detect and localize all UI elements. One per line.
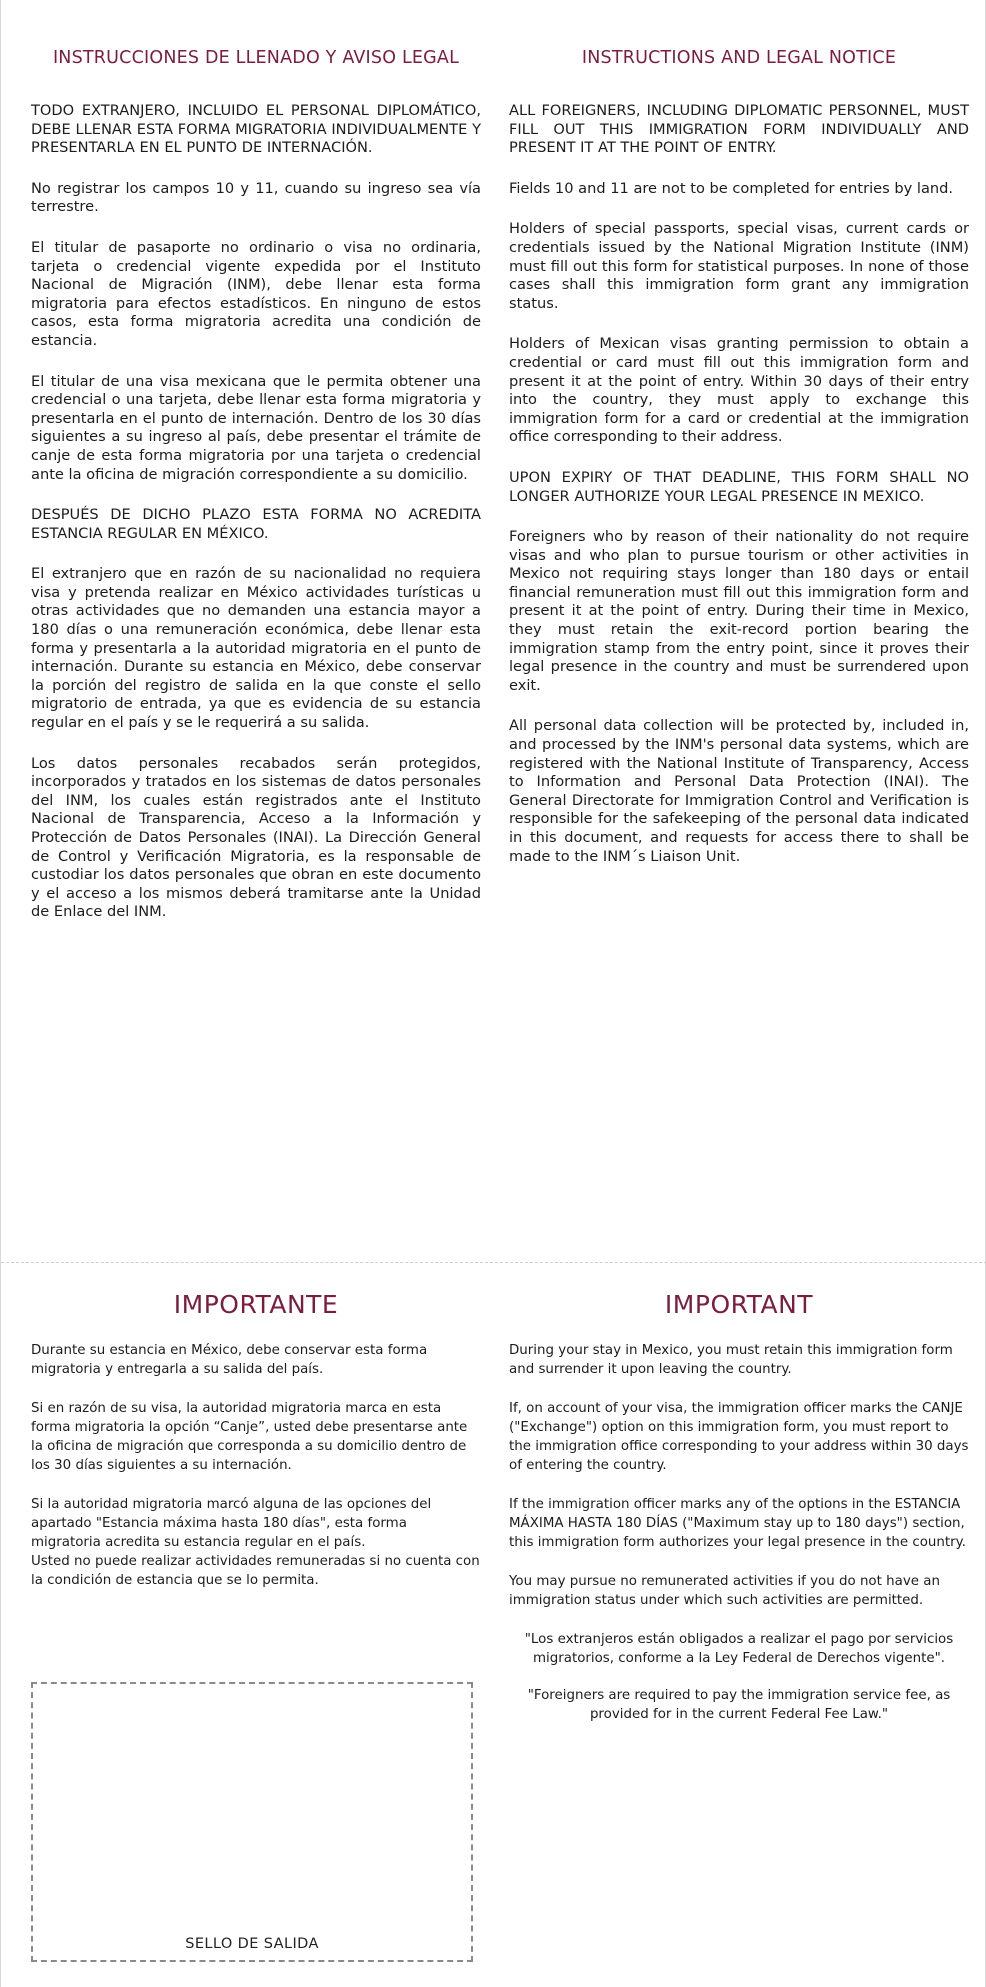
instructions-en-paragraph: Holders of special passports, special visas, current cards or credentials issued by the National Migration Institute (INM) must fill out this form for statistical purposes. In none of those cases shall this immigration form grant any immigration status. bbox=[509, 220, 969, 312]
instructions-es-paragraph: El titular de pasaporte no ordinario o visa no ordinaria, tarjeta o credencial vigente expedida por el Instituto Nacional de Migración (INM), debe llenar esta forma migratoria para efectos estadísticos. En ninguno de estos casos, esta forma migratoria acredita una condición de estancia. bbox=[31, 238, 481, 349]
instructions-es-paragraph: Los datos personales recabados serán protegidos, incorporados y tratados en los sistemas de datos personales del INM, los cuales están registrados ante el Instituto Nacional de Transparencia, Acceso a la Información y Protección de Datos Personales (INAI). La Dirección General de Control y Verificación Migratoria, es la responsable de custodiar los datos personales que obran en este documento y el acceso a los mismos deberá tramitarse ante la Unidad de Enlace del INM. bbox=[31, 754, 481, 921]
instructions-es-paragraph: El titular de una visa mexicana que le permita obtener una credencial o una tarjeta, debe llenar esta forma migratoria y presentarla en el punto de internación. Dentro de los 30 días siguientes a su ingreso al país, debe presentar el trámite de canje de esta forma migratoria por una tarjeta o credencial ante la oficina de migración correspondiente a su domicilio. bbox=[31, 372, 481, 483]
important-en-paragraph: If the immigration officer marks any of the options in the ESTANCIA MÁXIMA HASTA 180 DÍAS ("Maximum stay up to 180 days") section, this immigration form authorizes your legal presence in the country. bbox=[509, 1497, 966, 1550]
instructions-es-heading: INSTRUCCIONES DE LLENADO Y AVISO LEGAL bbox=[52, 48, 460, 68]
important-en-paragraph: You may pursue no remunerated activities if you do not have an immigration status under which such activities are permitted. bbox=[509, 1574, 940, 1608]
instructions-en-paragraph: Fields 10 and 11 are not to be completed for entries by land. bbox=[509, 179, 954, 197]
instructions-en-paragraph: Holders of Mexican visas granting permission to obtain a credential or card must fill out this immigration form and present it at the point of entry. Within 30 days of their entry into the country, they must apply to exchange this immigration form for a card or credential at the immigration office corresponding to their address. bbox=[509, 335, 969, 446]
important-es-paragraph: Durante su estancia en México, debe conservar esta forma migratoria y entregarla a su salida del país. bbox=[31, 1343, 428, 1377]
instructions-en-paragraph: Foreigners who by reason of their nationality do not require visas and who plan to pursue tourism or other activities in Mexico not requiring stays longer than 180 days or entail financial remuneration must fill out this immigration form and present it at the point of entry. During their time in Mexico, they must retain the exit-record portion bearing the immigration stamp from the entry point, since it proves their legal presence in the country and must be surrendered upon exit. bbox=[509, 528, 969, 694]
important-es-heading: IMPORTANTE bbox=[173, 1290, 339, 1319]
exit-stamp-box bbox=[31, 1682, 473, 1962]
instructions-es-paragraph: No registrar los campos 10 y 11, cuando su ingreso sea vía terrestre. bbox=[31, 179, 481, 216]
instructions-en-paragraph: All personal data collection will be protected by, included in, and processed by the INM's personal data systems, which are registered with the National Institute of Transparency, Access to Information and Personal Data Protection (INAI). The General Directorate for Immigration Control and Verification is responsible for the safekeeping of the personal data indicated in this document, and requests for access there to shall be made to the INM´s Liaison Unit. bbox=[509, 717, 969, 865]
fee-notice-quote-es: "Los extranjeros están obligados a realizar el pago por servicios migratorios, conforme a la Ley Federal de Derechos vigente". bbox=[524, 1632, 954, 1666]
instructions-en-heading: INSTRUCTIONS AND LEGAL NOTICE bbox=[581, 48, 897, 68]
important-es-section bbox=[31, 1290, 481, 1610]
instructions-es-section bbox=[31, 28, 481, 944]
important-en-section bbox=[509, 1290, 969, 1742]
instructions-en-section bbox=[509, 28, 969, 888]
important-en-paragraph: During your stay in Mexico, you must retain this immigration form and surrender it upon leaving the country. bbox=[509, 1343, 953, 1377]
instructions-en-paragraph: UPON EXPIRY OF THAT DEADLINE, THIS FORM SHALL NO LONGER AUTHORIZE YOUR LEGAL PRESENCE IN MEXICO. bbox=[509, 468, 969, 505]
fold-divider bbox=[1, 1262, 986, 1263]
important-es-paragraph: Si la autoridad migratoria marcó alguna de las opciones del apartado "Estancia máxima hasta 180 días", esta forma migratoria acredita su estancia regular en el país. Usted no puede realizar actividades remuneradas si no cuenta con la condición de estancia que se lo permita. bbox=[31, 1497, 480, 1588]
instructions-en-paragraph: ALL FOREIGNERS, INCLUDING DIPLOMATIC PERSONNEL, MUST FILL OUT THIS IMMIGRATION FORM INDIVIDUALLY AND PRESENT IT AT THE POINT OF ENTRY. bbox=[509, 102, 969, 157]
fee-notice-quote-en: "Foreigners are required to pay the immigration service fee, as provided for in the current Federal Fee Law." bbox=[527, 1688, 951, 1722]
important-es-paragraph: Si en razón de su visa, la autoridad migratoria marca en esta forma migratoria la opción “Canje”, usted debe presentarse ante la oficina de migración que corresponda a su domicilio dentro de los 30 días siguientes a su internación. bbox=[31, 1401, 468, 1473]
instructions-es-paragraph: El extranjero que en razón de su nacionalidad no requiera visa y pretenda realizar en México actividades turísticas u otras actividades que no demanden una estancia mayor a 180 días o una remuneración económica, debe llenar esta forma y presentarla a la autoridad migratoria en el punto de internación. Durante su estancia en México, debe conservar la porción del registro de salida en la que conste el sello migratorio de entrada, ya que es evidencia de su estancia regular en el país y se le requerirá a su salida. bbox=[31, 565, 481, 732]
important-en-heading: IMPORTANT bbox=[664, 1290, 814, 1319]
important-en-paragraph: If, on account of your visa, the immigration officer marks the CANJE ("Exchange") option on this immigration form, you must report to the immigration office corresponding to your address within 30 days of entering the country. bbox=[509, 1401, 969, 1473]
exit-stamp-label: SELLO DE SALIDA bbox=[185, 1936, 319, 1952]
instructions-es-paragraph: TODO EXTRANJERO, INCLUIDO EL PERSONAL DIPLOMÁTICO, DEBE LLENAR ESTA FORMA MIGRATORIA INDIVIDUALMENTE Y PRESENTARLA EN EL PUNTO DE INTERNACIÓN. bbox=[31, 102, 481, 157]
instructions-es-paragraph: DESPUÉS DE DICHO PLAZO ESTA FORMA NO ACREDITA ESTANCIA REGULAR EN MÉXICO. bbox=[31, 506, 481, 542]
